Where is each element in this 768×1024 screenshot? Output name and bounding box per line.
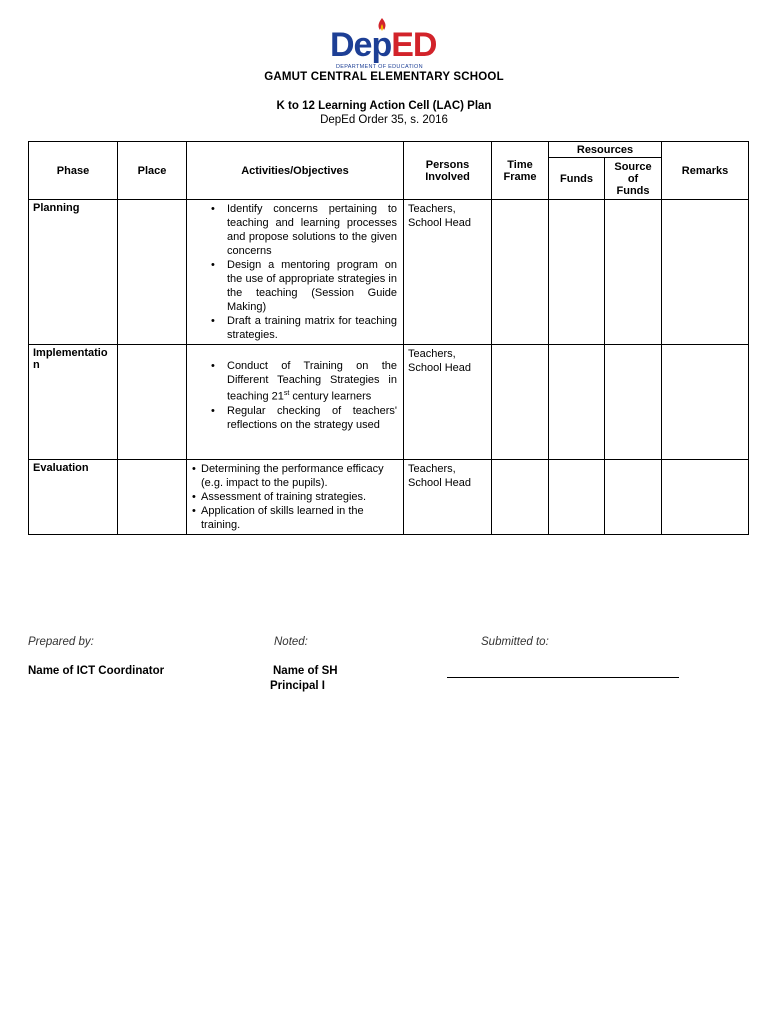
noted-name: Name of SH: [273, 665, 338, 677]
activities-cell: [187, 200, 404, 345]
persons-cell: Teachers, School Head: [404, 460, 492, 535]
activity-item: • Identify concerns pertaining to teaching and learning processes and propose solutions to the given concerns: [227, 202, 399, 258]
place-cell: [118, 345, 187, 460]
noted-title: Principal I: [270, 680, 325, 692]
funds-cell: [549, 200, 605, 345]
school-name: GAMUT CENTRAL ELEMENTARY SCHOOL: [264, 71, 504, 83]
activity-item: • Assessment of training strategies.: [201, 490, 399, 504]
remarks-cell: [662, 460, 749, 535]
activity-item: • Draft a training matrix for teaching strategies.: [227, 314, 399, 342]
source-cell: [605, 345, 662, 460]
funds-cell: [549, 345, 605, 460]
header-activities: Activities/Objectives: [187, 142, 404, 200]
source-cell: [605, 460, 662, 535]
remarks-cell: [662, 345, 749, 460]
funds-cell: [549, 460, 605, 535]
time-frame-cell: [492, 460, 549, 535]
persons-cell: Teachers, School Head: [404, 345, 492, 460]
phase-cell: Evaluation: [29, 460, 118, 535]
lac-plan-table: [28, 141, 749, 535]
table-row: [29, 345, 749, 460]
place-cell: [118, 200, 187, 345]
submitted-to-label: Submitted to:: [481, 636, 549, 648]
place-cell: [118, 460, 187, 535]
header-resources: Resources: [549, 142, 662, 158]
plan-title: K to 12 Learning Action Cell (LAC) Plan: [276, 100, 492, 112]
table-row: [29, 460, 749, 535]
prepared-by-name: Name of ICT Coordinator: [28, 665, 165, 677]
header-phase: Phase: [29, 142, 118, 200]
time-frame-cell: [492, 345, 549, 460]
deped-logo: [330, 18, 440, 70]
header-persons: Persons Involved: [404, 142, 492, 200]
activity-item: • Application of skills learned in the training.: [201, 504, 399, 532]
activities-cell: [187, 345, 404, 460]
remarks-cell: [662, 200, 749, 345]
logo-wordmark: DepED: [330, 26, 437, 64]
logo-subtitle: DEPARTMENT OF EDUCATION: [336, 64, 423, 70]
header-time-frame: Time Frame: [492, 142, 549, 200]
time-frame-cell: [492, 200, 549, 345]
persons-cell: Teachers, School Head: [404, 200, 492, 345]
header-row-1: [29, 142, 749, 158]
activity-item: • Regular checking of teachers' reflections on the strategy used: [227, 404, 399, 432]
activity-item: • Design a mentoring program on the use of appropriate strategies in the teaching (Session Guide Making): [227, 258, 399, 314]
deped-order: DepEd Order 35, s. 2016: [320, 114, 448, 126]
header-place: Place: [118, 142, 187, 200]
phase-cell: Implementation: [29, 345, 118, 460]
source-cell: [605, 200, 662, 345]
header-remarks: Remarks: [662, 142, 749, 200]
activities-cell: [187, 460, 404, 535]
phase-cell: Planning: [29, 200, 118, 345]
table-row: [29, 200, 749, 345]
noted-label: Noted:: [274, 636, 308, 648]
submitted-to-signature-line: [447, 677, 679, 678]
header-source-of-funds: Source of Funds: [605, 158, 662, 200]
activity-item: • Determining the performance efficacy (e.g. impact to the pupils).: [201, 462, 399, 490]
prepared-by-label: Prepared by:: [28, 636, 94, 648]
header-funds: Funds: [549, 158, 605, 200]
activity-item: • Conduct of Training on the Different Teaching Strategies in teaching 21st century learners: [227, 359, 399, 404]
